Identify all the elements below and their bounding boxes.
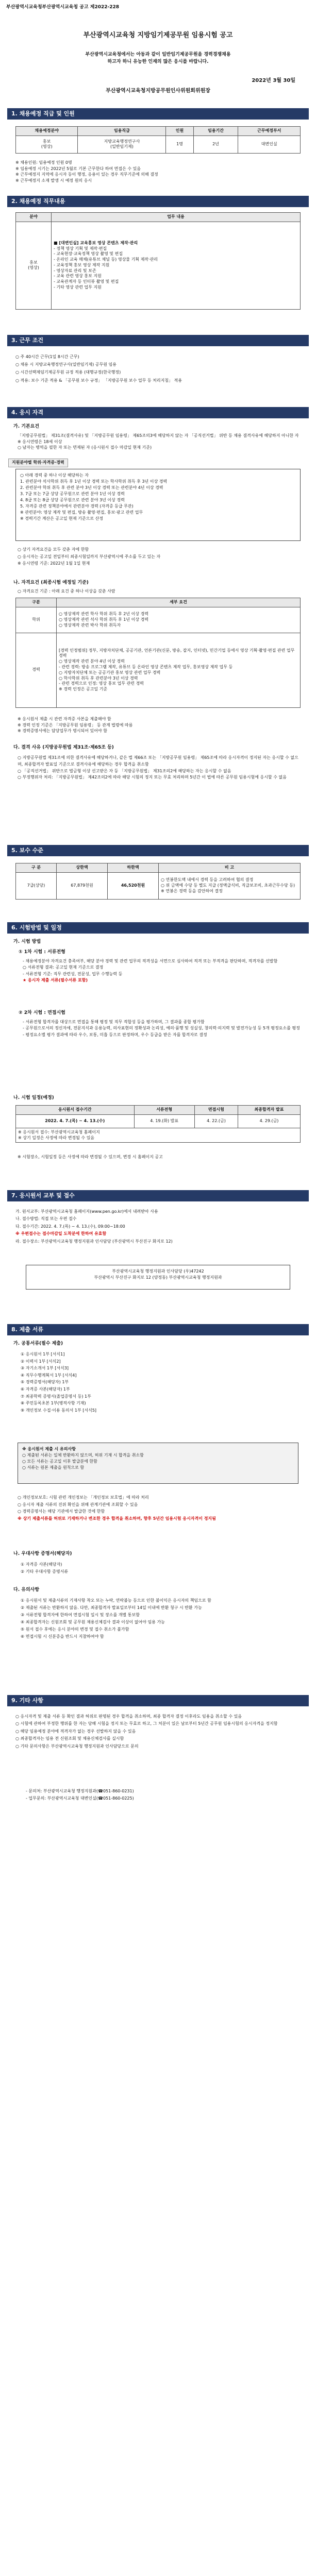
step-title: ② 2차 시험 : 면접시험 — [19, 1010, 65, 1015]
box-line: 2. 관련분야 학위 취득 후 관련 분야 3년 이상 경력 또는 관련분야 4년 이상 경력 — [20, 485, 163, 490]
box-line: ○ 모든 서류는 공고일 이후 발급분에 한함 — [22, 1459, 97, 1464]
section-2-header: 2. 채용예정 직무내용 — [7, 196, 309, 207]
subsection-title: 다. 결격 사유 (지방공무원법 제31조·제65조 등) — [13, 745, 114, 750]
caution-item: ④ 최종합격자는 신원조회 및 공무원 채용신체검사 결과 이상이 없어야 임용 가능 — [21, 1620, 165, 1624]
col-header: 면접시험 — [194, 1106, 238, 1115]
caution-item: ⑥ 면접시험 시 신분증을 반드시 지참하여야 함 — [21, 1634, 104, 1639]
remark-line: ※ 경력 인정 기준은 「지방공무원 임용령」 등 관계 법령에 따름 — [18, 722, 133, 727]
contact-line: - 문의처: 부산광역시교육청 행정지원과(☎051-860-0231) — [26, 1789, 134, 1793]
section-1-notes — [15, 160, 301, 183]
duties-cell — [52, 222, 301, 309]
box-line: ※ 관련분야: 영상 제작 및 편집, 방송 촬영·편집, 홍보·광고 관련 업무 — [20, 510, 143, 515]
duty-item: - 교육현장·교육정책 영상 촬영 및 편집 — [54, 251, 123, 257]
schedule-note: ※ 상기 일정은 사정에 따라 변경될 수 있음 — [18, 1135, 95, 1140]
subsection-title: 나. 우대사항 증명서(해당자) — [13, 1551, 72, 1556]
doc-item: ⑤ 경력증명서(해당자) 1부 — [21, 1380, 69, 1385]
submission-notice-box — [18, 1443, 298, 1484]
doc-item: ⑦ 최종학력 증명서(졸업증명서 등) 1부 — [21, 1394, 91, 1399]
step-line: ○ 서류전형 결과: 공고일 현재 기준으로 결정 — [23, 965, 104, 970]
table-cell: 4. 29.(금) — [238, 1114, 301, 1128]
submission-item: ※ 우편접수는 접수마감일 도착분에 한하여 유효함 — [15, 1231, 107, 1236]
col-header: 세부 요건 — [57, 598, 301, 607]
col-header: 채용예정분야 — [16, 127, 78, 136]
caution-item: ① 응시원서 및 제출서류의 기재사항 착오 또는 누락, 연락불능 등으로 인한 불이익은 응시자의 책임으로 함 — [21, 1598, 211, 1603]
col-header: 임용기간 — [193, 127, 238, 136]
submission-item: 다. 접수기간: 2022. 4. 7.(목) ~ 4. 13.(수), 09:00~18:00 — [15, 1224, 125, 1229]
preference-docs — [21, 1561, 301, 1575]
col-header: 응시원서 접수기간 — [16, 1106, 135, 1115]
note-line: ※ 근무예정지 지역에 응시자 등이 행정, 응용이 있는 경우 직무기준에 의해 결정 — [15, 172, 158, 177]
duty-item: - 교육정책 홍보 영상 제작 지원 — [54, 262, 110, 267]
condition-item: ○ 채용 시 지방교육행정연구사(일반임기제) 공무원 임용 — [15, 362, 117, 367]
section-4-header: 4. 응시 자격 — [7, 407, 309, 418]
col-header: 근무예정부서 — [238, 127, 301, 136]
submission-item: 나. 접수방법: 직접 또는 우편 접수 — [15, 1216, 77, 1222]
section-6-header: 6. 시험방법 및 일정 — [7, 922, 309, 934]
box-line: ※ 응시원서 제출 시 유의사항 — [22, 1447, 76, 1451]
col-header: 분야 — [16, 213, 52, 222]
caution-item: ③ 서류전형 합격자에 한하여 면접시험 일시 및 장소를 개별 통보함 — [21, 1613, 140, 1617]
field-cell: 홍보 (영상) — [16, 222, 52, 309]
document-id: 부산광역시교육청부산광역시교육청 공고 제2022-228 — [6, 5, 120, 10]
qualification-box — [15, 469, 301, 541]
intro-text — [21, 52, 295, 65]
table-cell: 7급(상당) — [16, 872, 57, 899]
remark-line: ※ 응시원서 제출 시 관련 자격증 사본을 제출해야 함 — [18, 717, 111, 721]
qual-remarks — [18, 716, 301, 734]
col-header: 인원 — [166, 127, 193, 136]
subsection-title: 가. 기본요건 — [13, 424, 40, 429]
note-line: ※ 응시연령 기준: 2022년 1월 1일 현재 — [18, 561, 90, 566]
note-line: ※ 근무예정지 소재 발생 시 예정 원의 응시 — [15, 178, 92, 183]
intro-line: 부산광역시교육청에서는 아동과 같이 일반임기제공무원을 경력경쟁채용 — [85, 52, 231, 57]
contact-info — [26, 1788, 301, 1803]
section-9-body — [15, 1713, 301, 1750]
disqualification — [18, 755, 301, 781]
section-3-header: 3. 근무 조건 — [7, 335, 309, 346]
note-line: ○ 상기 자격요건을 모두 갖춘 자에 한함 — [18, 547, 89, 552]
contact-line: - 업무문의: 부산광역시교육청 대변인실(☎051-860-0225) — [26, 1796, 134, 1801]
duty-item: - 정책 영상 기획 및 제작·편집 — [54, 246, 107, 251]
col-header: 구분 — [16, 598, 57, 607]
step-title: ① 1차 시험 : 서류전형 — [19, 950, 65, 955]
note-line: ※ 상기 제출서류를 허위로 기재하거나 변조한 경우 합격을 취소하며, 향후 5년간 임용시험 응시자격이 정지됨 — [18, 1516, 216, 1521]
misc-item: ○ 기타 문의사항은 부산광역시교육청 행정지원과 인사담당으로 문의 — [15, 1743, 139, 1749]
duty-item: - 기타 영상 관련 업무 지원 — [54, 285, 102, 290]
box-line: 4. 8급 또는 8급 상당 공무원으로 관련 분야 3년 이상 경력 — [20, 498, 125, 502]
doc-item: ③ 자기소개서 1부 [서식3] — [21, 1366, 69, 1371]
section-2-table — [15, 212, 301, 310]
col-header: 업무 내용 — [52, 213, 301, 222]
schedule-note: ※ 응시원서 접수: 부산광역시교육청 홈페이지 — [18, 1129, 100, 1134]
required-docs — [21, 1351, 301, 1414]
table-cell: 홍보 (영상) — [16, 135, 78, 153]
requirement-item: ○ 남자는 병역을 필한 자 또는 면제된 자 (응시원서 접수 마감일 현재 기준) — [18, 445, 152, 450]
section-1-header: 1. 채용예정 직급 및 인원 — [7, 108, 309, 120]
submission-item: 가. 원서교부: 부산광역시교육청 홈페이지(www.pen.go.kr)에서 내려받아 사용 — [15, 1209, 158, 1214]
box-line: 1. 관련분야 석사학위 취득 후 1년 이상 경력 또는 학사학위 취득 후 3년 이상 경력 — [20, 479, 168, 484]
subsection-title: 다. 유의사항 — [13, 1587, 40, 1592]
table-cell: [경력 인정범위] 정부, 지방자치단체, 공공기관, 언론기관(신문, 방송, 잡지, 인터넷), 민간기업 등에서 영상 기획·촬영·편집 관련 업무 경력 ○ 영상제작 관련 분야 4년 이상 경력 - 관련 경력: 방송 프로그램 제작, 유튜브 등 온라인 영상 콘텐츠 제작 업무, 홍보영상 제작 업무 등 ○ 지방자치단체 또는 공공기관 홍보 영상 관련 업무 경력 ○ 학사학위 취득 후 관련분야 3년 이상 경력 - 관련 경력으로 인정: 영상 홍보 업무 관련 경력 ※ 경력 인정은 공고일 기준 — [57, 633, 301, 707]
section-9-header: 9. 기타 사항 — [7, 1695, 309, 1706]
table-cell: 학위 — [16, 607, 57, 633]
caution-item: ⑤ 원서 접수 후에는 응시 분야의 변경 및 접수 취소가 불가함 — [21, 1627, 129, 1632]
doc-item: ② 기타 우대사항 증명서류 — [21, 1569, 69, 1574]
col-header: 구 분 — [16, 863, 57, 873]
duty-item: - 온라인 교육 매체(유튜브 채널 등) 영상물 기획 제작·관리 — [54, 257, 158, 262]
duty-item: - 영상자료 관리 및 보존 — [54, 268, 96, 273]
misc-item: ○ 최종합격자는 임용 전 신원조회 및 채용신체검사를 실시함 — [15, 1736, 124, 1741]
issuer: 부산광역시교육청지방공무원인사위원회위원장 — [106, 88, 210, 94]
table-cell: 대변인실 — [238, 135, 301, 153]
qualification-table — [15, 598, 301, 708]
note-line: ○ 경력증명서는 해당 기관에서 발급한 것에 한함 — [18, 1509, 105, 1514]
section-3-body — [15, 353, 301, 384]
step-line: - 공무원으로서의 정신자세, 전문지식과 응용능력, 의사표현의 정확성과 논리성, 예의·품행 및 성실성, 창의력·의지력 및 발전가능성 등 5개 평정요소를 평정 — [23, 1026, 300, 1031]
duties-title: ■ [대변인실] 교육홍보 영상 콘텐츠 제작·관리 — [54, 240, 138, 245]
page-title: 부산광역시교육청 지방임기제공무원 임용시험 공고 — [83, 31, 233, 39]
misc-item: ○ 응시자격 및 제출 서류 등 확인 결과 허위로 판명된 경우 합격을 취소하며, 최종 합격자 결정 이후라도 임용을 취소할 수 있음 — [15, 1714, 242, 1719]
doc-item: ② 이력서 1부 [서식2] — [21, 1359, 61, 1364]
step-line: - 서류전형 합격자를 대상으로 면접을 통해 평정 및 직무 적합성 등을 평가하며, 그 결과를 종합 평가함 — [23, 1020, 205, 1024]
doc-item: ⑨ 개인정보 수집·이용 동의서 1부 [서식5] — [21, 1408, 97, 1413]
misc-item: ○ 시험에 관하여 부정한 행위를 한 자는 당해 시험을 정지 또는 무효로 하고, 그 처분이 있은 날로부터 5년간 공무원 임용시험의 응시자격을 정지함 — [15, 1721, 278, 1726]
caution-item: ② 제출된 서류는 반환하지 않음. 다만, 최종합격자 발표일로부터 14일 이내에 반환 청구 시 반환 가능 — [21, 1605, 202, 1610]
step-line: - 채용예정분야 자격요건 충족여부, 해당 분야 경력 및 관련 업무의 적격성을 서면으로 심사하여 적격 또는 부적격을 판단하며, 적격자를 선발함 — [23, 959, 278, 963]
col-header: 최종합격자 발표 — [238, 1106, 301, 1115]
remark-line: ※ 경력증명서에는 담당업무가 명시되어 있어야 함 — [18, 728, 107, 734]
note-line: ※ 채용인원: 임용예정 인원 0명 — [15, 160, 72, 165]
table-cell: ○ 영상제작 관련 학사 학위 취득 후 2년 이상 경력 ○ 영상제작 관련 석사 학위 취득 후 1년 이상 경력 ○ 영상제작 관련 박사 학위 취득자 — [57, 607, 301, 633]
section-7-body — [15, 1208, 301, 1245]
disq-item: ○ 「공직선거법」 위반으로 벌금형 이상 선고받은 자 등 「지방공무원법」 제31조의2에 해당하는 자는 응시할 수 없음 — [18, 768, 231, 773]
table-cell — [16, 1128, 301, 1143]
box-line: 5. 자격증 관련 정책분야에서 관련분야 경력 (자격증 등급 무관) — [20, 504, 134, 509]
table-cell: ○ 연봉한도액 내에서 경력 등을 고려하여 협의 결정 ○ 위 금액에 수당 등 별도 지급 (정액급식비, 직급보조비, 초과근무수당 등) ※ 연봉은 경력 등을 감안하여 결정 — [159, 872, 301, 899]
step-line: - 평정요소별 평가 결과에 따라 우수, 보통, 미흡 등으로 판정하며, 우수 등급을 받은 자를 합격자로 결정 — [23, 1032, 207, 1037]
section-7-header: 7. 응시원서 교부 및 접수 — [7, 1190, 309, 1201]
duty-item: - 교육관계자 등 인터뷰 촬영 및 편집 — [54, 279, 119, 284]
submission-item: 라. 접수장소: 부산광역시교육청 행정지원과 인사담당 (부산광역시 부산진구 화지로 12) — [15, 1239, 173, 1244]
salary-table — [15, 863, 301, 900]
disq-item: ○ 지방공무원법 제31조에 의한 결격사유에 해당하거나, 같은 법 제66조 또는 「지방공무원 임용령」 제65조에 따라 응시자격이 정지된 자는 응시할 수 없으며, 최종합격자 발표일 기준으로 결격사유에 해당하는 경우 합격을 취소함 — [18, 755, 298, 767]
col-header: 임용직급 — [78, 127, 166, 136]
condition-item: ○ 시간선택제임기제공무원 규정 적용 (대행규정(한국행정) — [15, 370, 121, 375]
announcement-date: 2022년 3월 30일 — [252, 78, 295, 83]
subsection-title: 나. 시험 일정(예정) — [13, 1095, 54, 1100]
note-line: ○ 응시자는 공고일 전일부터 최종시험일까지 부산광역시에 주소를 두고 있는 자 — [18, 554, 161, 559]
section-5-header: 5. 보수 수준 — [7, 845, 309, 856]
step-2-text — [23, 1019, 301, 1038]
col-header: 서류전형 — [134, 1106, 194, 1115]
doc-item: ① 자격증 사본(해당자) — [21, 1562, 62, 1567]
table-cell: 46,520천원 — [108, 872, 159, 899]
col-header: 상한액 — [57, 863, 108, 873]
box-line: 3. 7급 또는 7급 상당 공무원으로 관련 분야 1년 이상 경력 — [20, 492, 125, 496]
note-line: ※ 임용예정 시기는 2022년 5월로 기본 근무한다 하여 면접은 수 있음 — [15, 166, 141, 171]
col-header: 하한액 — [108, 863, 159, 873]
doc-item: ⑥ 자격증 사본(해당자) 1부 — [21, 1386, 70, 1392]
subsection-title: 나. 자격요건 (최종시험 예정일 기준) — [13, 580, 89, 585]
section-1-table — [15, 126, 301, 154]
table-cell: 4. 22.(금) — [194, 1114, 238, 1128]
note-line: ○ 개인정보보호: 시험 관련 개인정보는 「개인정보 보호법」에 따라 처리 — [18, 1495, 149, 1500]
notice-tag: 지원분야별 학위·자격증·경력 — [8, 459, 68, 467]
box-line: ※ 경력기간 계산은 공고일 현재 기준으로 산정 — [20, 516, 104, 521]
box-line: ○ 서류는 원본 제출을 원칙으로 함 — [22, 1465, 85, 1470]
misc-item: ○ 해당 임용예정 분야에 적격자가 없는 경우 선발하지 않을 수 있음 — [15, 1728, 136, 1734]
duty-item: - 교육 관련 영상 홍보 지원 — [54, 274, 102, 279]
step-line: ★ 응시자 제출 서류(필수서류 포함) — [23, 978, 88, 983]
table-cell: 경력 — [16, 633, 57, 707]
doc-item: ⑧ 주민등록초본 1부(병적사항 기재) — [21, 1401, 86, 1406]
table-cell: 2년 — [193, 135, 238, 153]
table-cell: 지방교육행정연구사 (일반임기제) — [78, 135, 166, 153]
schedule-footnote: ※ 시험장소, 시험일정 등은 사정에 따라 변경될 수 있으며, 변경 시 홈페이지 공고 — [18, 1155, 163, 1159]
subsection-title: 가. 시험 방법 — [13, 939, 41, 944]
subsection-title: 가. 공통서류(필수 제출) — [13, 1341, 63, 1346]
intro-line: 하고자 하니 유능한 인재의 많은 응시를 바랍니다. — [107, 59, 209, 64]
requirements-after — [18, 546, 301, 567]
table-cell: 2022. 4. 7.(목) ~ 4. 13.(수) — [16, 1114, 135, 1128]
table-cell: 1명 — [166, 135, 193, 153]
step-line: - 서류전형 기준: 직무 관련성, 전문성, 업무 수행능력 등 — [23, 971, 123, 976]
schedule-table — [15, 1105, 301, 1143]
caution-notes — [21, 1597, 301, 1640]
box-line: ○ 아래 경력 중 하나 이상 해당하는 자 — [20, 473, 89, 478]
doc-item: ① 응시원서 1부 [서식1] — [21, 1352, 65, 1357]
note-line: ○ 응시자 제출 서류의 진위 확인을 위해 관계기관에 조회할 수 있음 — [18, 1502, 138, 1507]
address-box: 부산광역시교육청 행정지원과 인사담당 (우)47242 부산광역시 부산진구 화지로 12 (양정동) 부산광역시교육청 행정지원과 — [26, 1265, 290, 1290]
box-line: ○ 제출된 서류는 일체 반환하지 않으며, 허위 기재 시 합격을 취소함 — [22, 1453, 144, 1458]
requirement-item: 「지방공무원법」 제31조(결격사유) 및 「지방공무원 임용령」 제65조의3에 해당하지 않는 자 「공직선거법」 위반 등 채용 결격사유에 해당하지 아니한 자 ※ 응시연령은 18세 이상 — [18, 433, 299, 444]
condition-item: ○ 적용: 보수 기준 적용 & 「공무원 보수 규정」 「지방공무원 보수 업무 등 처리지침」 적용 — [15, 378, 182, 383]
doc-notes — [18, 1494, 301, 1522]
table-cell: 67,879천원 — [57, 872, 108, 899]
qual-criteria: ○ 자격요건 기준 : 아래 요건 중 하나 이상을 갖춘 사람 — [18, 589, 115, 594]
condition-item: ○ 주 40시간 근무(1일 8시간 근무) — [15, 354, 79, 359]
table-cell: 4. 19.(화) 발표 — [134, 1114, 194, 1128]
step-1-text — [23, 958, 301, 984]
doc-item: ④ 직무수행계획서 1부 [서식4] — [21, 1372, 77, 1378]
disq-item: ○ 부정행위자 처리: 「지방공무원법」 제42조의2에 따라 해당 시험의 정지 또는 무효 처리하며 5년간 이 법에 따른 공무원 임용시험에 응시할 수 없음 — [18, 775, 287, 780]
col-header: 비 고 — [159, 863, 301, 873]
section-8-header: 8. 제출 서류 — [7, 1324, 309, 1335]
basic-requirements — [18, 433, 301, 451]
